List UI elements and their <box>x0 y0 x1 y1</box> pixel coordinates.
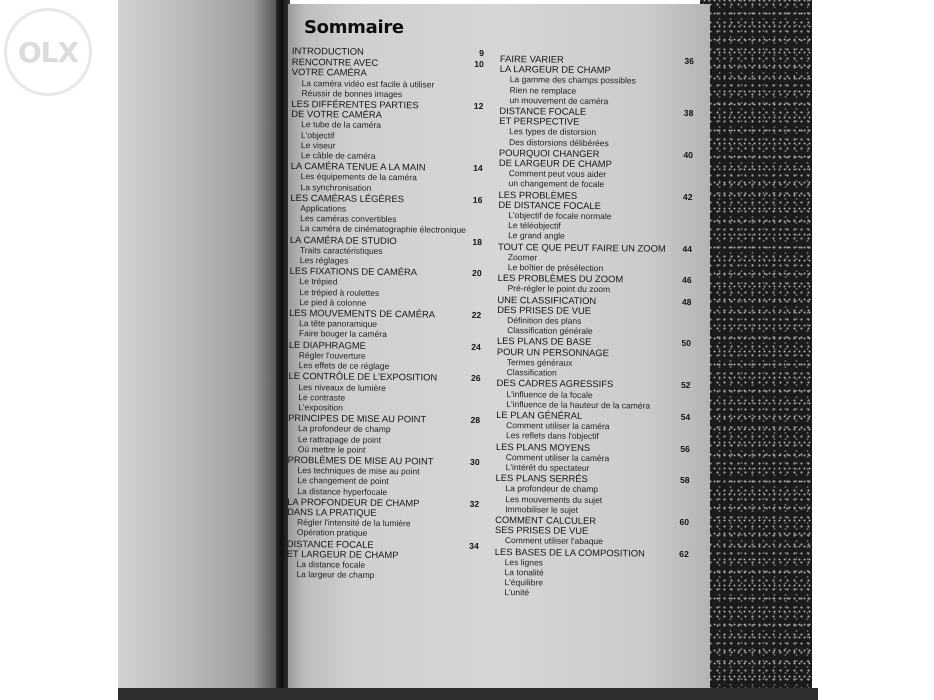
toc-entry-page: 32 <box>469 498 480 509</box>
toc-entry-page: 24 <box>471 341 481 352</box>
toc-subtopic: Les techniques de mise au point <box>297 465 420 477</box>
toc-entry-page: 36 <box>684 55 694 67</box>
toc-subtopic: un mouvement de caméra <box>509 94 609 106</box>
toc-entry-title: DES CADRES AGRESSIFS <box>496 377 614 390</box>
toc-entry <box>289 340 481 373</box>
toc-subtopic: Comment utiliser la caméra <box>506 420 610 432</box>
toc-entry-title: POURQUOI CHANGER DE LARGEUR DE CHAMP <box>498 146 612 170</box>
toc-entry-subtopics <box>290 245 482 267</box>
toc-subtopic: L'équilibre <box>504 577 544 588</box>
toc-subtopic: Classification générale <box>507 325 593 337</box>
toc-entry-title: LA PROFONDEUR DE CHAMP DANS LA PRATIQUE <box>287 495 420 518</box>
toc-entry-title: PRINCIPES DE MISE AU POINT <box>288 412 427 425</box>
toc-entry-page: 20 <box>472 268 482 279</box>
toc-subtopic: Régler l'ouverture <box>298 349 366 361</box>
toc-entry <box>288 413 480 456</box>
toc-entry-page: 62 <box>679 548 689 559</box>
toc-subtopic: La profondeur de champ <box>297 423 391 435</box>
toc-entry-subtopics <box>288 381 480 414</box>
toc-subtopic: Le câble de caméra <box>300 150 376 161</box>
toc-entry <box>497 336 691 379</box>
toc-entry-title: LE CONTRÔLE DE L'EXPOSITION <box>288 370 438 383</box>
toc-entry-title: LA CAMÉRA DE STUDIO <box>289 233 397 246</box>
toc-subtopic: Le rattrapage de point <box>297 433 382 445</box>
toc-entry <box>286 539 478 582</box>
toc-entry-subtopics <box>286 559 478 581</box>
toc-subtopic: La synchronisation <box>300 181 372 193</box>
toc-subtopic: Comment utiliser la caméra <box>505 451 610 463</box>
toc-entry-title: LES BASES DE LA COMPOSITION <box>494 545 645 559</box>
toc-entry <box>497 295 691 338</box>
toc-entry-title: LE DIAPHRAGME <box>288 338 367 351</box>
toc-entry-page: 22 <box>471 309 482 321</box>
toc-entry-page: 60 <box>679 516 690 527</box>
toc-subtopic: Pré-régler le point du zoom <box>507 283 611 295</box>
toc-subtopic: La largeur de champ <box>296 569 375 581</box>
toc-subtopic: L'influence de la focale <box>506 388 593 400</box>
toc-entry <box>290 161 482 194</box>
background-left <box>0 0 118 700</box>
toc-entry <box>499 54 694 107</box>
toc-entry-title: LES PLANS SERRÉS <box>495 472 588 485</box>
toc-entry-page: 56 <box>680 443 690 454</box>
toc-subtopic: L'influence de la hauteur de la caméra <box>506 398 651 411</box>
toc-subtopic: Les caméras convertibles <box>300 213 397 225</box>
toc-entry-title: UNE CLASSIFICATION DES PRISES DE VUE <box>497 293 597 316</box>
toc-subtopic: Rien ne remplace <box>509 84 577 96</box>
toc-entry-subtopics <box>499 74 693 107</box>
toc-entry-page: 9 <box>479 47 484 59</box>
toc-entry-page: 58 <box>679 475 690 486</box>
toc-subtopic: Les lignes <box>504 556 544 568</box>
toc-entry-page: 50 <box>681 338 692 349</box>
olx-logo-text: OLX <box>17 35 79 69</box>
toc-entry-title: LES PROBLÈMES DU ZOOM <box>497 272 624 285</box>
toc-subtopic: Définition des plans <box>507 315 582 326</box>
toc-subtopic: L'unité <box>504 587 530 598</box>
toc-entry-title: LES PLANS DE BASE POUR UN PERSONNAGE <box>496 335 609 358</box>
toc-entry-subtopics <box>289 350 481 372</box>
toc-subtopic: L'objectif <box>301 129 335 141</box>
toc-entry-subtopics <box>291 119 483 162</box>
toc-entry-page: 26 <box>470 373 481 384</box>
toc-subtopic: L'objectif de focale normale <box>508 210 612 222</box>
toc-entry <box>291 99 484 162</box>
toc-entry <box>290 193 482 236</box>
toc-entry-subtopics <box>289 318 481 340</box>
toc-entry-title: LES CAMÉRAS LÉGÈRES <box>290 191 405 205</box>
toc-subtopic: Traits caractéristiques <box>299 244 383 256</box>
toc-subtopic: La gamme des champs possibles <box>509 74 636 86</box>
toc-entry <box>498 242 692 275</box>
toc-subtopic: La tête panoramique <box>299 318 378 330</box>
toc-entry-page: 10 <box>474 59 484 70</box>
toc-subtopic: Le téléobjectif <box>508 220 561 231</box>
toc-subtopic: Les effets de ce réglage <box>298 360 390 372</box>
toc-subtopic: Régler l'intensité de la lumière <box>296 517 411 529</box>
toc-entry-subtopics <box>288 423 480 456</box>
toc-entry-title: RENCONTRE AVEC VOTRE CAMÉRA <box>291 56 379 79</box>
toc-entry-title: DISTANCE FOCALE ET LARGEUR DE CHAMP <box>286 537 399 560</box>
toc-entry <box>289 266 481 309</box>
toc-entry-subtopics <box>495 483 689 516</box>
toc-subtopic: Les mouvements du sujet <box>505 493 603 505</box>
toc-entry-page: 42 <box>682 191 693 202</box>
toc-subtopic: La profondeur de champ <box>505 483 599 495</box>
toc-entry-subtopics <box>287 517 479 539</box>
toc-entry <box>287 497 479 540</box>
toc-subtopic: L'intérêt du spectateur <box>505 462 590 473</box>
toc-subtopic: Où mettre le point <box>297 443 366 455</box>
toc-subtopic: Les équipements de la caméra <box>300 171 417 183</box>
toc-entry-subtopics <box>496 388 690 410</box>
toc-entry-page: 44 <box>682 243 693 254</box>
toc-subtopic: Le boîtier de présélection <box>507 262 604 274</box>
toc-entry-page: 12 <box>473 100 484 112</box>
page-title: Sommaire <box>304 17 404 38</box>
toc-entry <box>498 190 693 243</box>
toc-entry-subtopics <box>497 357 691 379</box>
toc-subtopic: Les types de distorsion <box>509 126 597 138</box>
toc-subtopic: La caméra de cinématographie électronique <box>300 223 466 236</box>
toc-subtopic: Classification <box>506 367 557 378</box>
toc-entry <box>291 57 483 100</box>
toc-entry-subtopics <box>496 452 690 474</box>
toc-subtopic: La distance hyperfocale <box>297 485 388 497</box>
toc-subtopic: Le trépied à roulettes <box>299 286 380 298</box>
toc-entry <box>289 308 481 341</box>
toc-subtopic: La caméra vidéo est facile à utiliser <box>301 77 435 90</box>
toc-entry-page: 52 <box>680 380 691 391</box>
toc-entry-page: 54 <box>680 411 691 422</box>
toc-entry <box>288 371 480 414</box>
toc-right-column <box>494 54 694 601</box>
toc-entry-page: 14 <box>473 163 483 174</box>
toc-entry-title: LES DIFFÉRENTES PARTIES DE VOTRE CAMÉRA <box>291 98 419 121</box>
toc-entry-subtopics <box>290 203 482 236</box>
toc-entry-title: LE PLAN GÉNÉRAL <box>496 408 583 421</box>
toc-subtopic: Le changement de point <box>297 475 389 487</box>
toc-subtopic: La distance focale <box>296 559 366 570</box>
toc-entry-page: 46 <box>682 275 692 286</box>
toc-entry <box>494 547 689 600</box>
olx-watermark-logo <box>4 8 92 96</box>
toc-entry-subtopics <box>499 168 693 190</box>
background-right <box>812 0 934 700</box>
toc-entry-page: 34 <box>469 540 479 551</box>
toc-entry-subtopics <box>290 171 482 193</box>
toc-entry-subtopics <box>498 210 692 243</box>
book-left-page <box>118 0 282 700</box>
toc-entry-title: DISTANCE FOCALE ET PERSPECTIVE <box>499 105 587 128</box>
toc-subtopic: Le pied à colonne <box>299 296 367 308</box>
toc-entry <box>499 106 693 149</box>
toc-entry-title: FAIRE VARIER LA LARGEUR DE CHAMP <box>499 53 611 76</box>
toc-entry-title: LES PLANS MOYENS <box>495 440 591 453</box>
toc-subtopic: Opération pratique <box>296 527 368 539</box>
toc-entry-page: 38 <box>683 107 694 119</box>
toc-entry-subtopics <box>287 465 479 498</box>
toc-entry-subtopics <box>498 252 692 274</box>
toc-subtopic: L'exposition <box>298 401 343 413</box>
toc-entry-title: TOUT CE QUE PEUT FAIRE UN ZOOM <box>497 240 666 254</box>
toc-subtopic: Le tube de la caméra <box>301 119 382 131</box>
toc-entry-page: 40 <box>683 149 694 160</box>
toc-entry <box>499 148 693 191</box>
toc-subtopic: Les reflets dans l'objectif <box>505 430 599 442</box>
table-edge <box>118 688 818 700</box>
toc-subtopic: Termes généraux <box>506 356 573 368</box>
toc-subtopic: Comment utiliser l'abaque <box>504 535 603 547</box>
toc-entry-page: 28 <box>470 414 481 426</box>
toc-entry-subtopics <box>497 315 691 337</box>
toc-entry <box>496 378 690 411</box>
toc-entry-title: LES PROBLÈMES DE DISTANCE FOCALE <box>498 188 601 211</box>
toc-subtopic: Réussir de bonnes images <box>301 87 403 99</box>
toc-subtopic: Le viseur <box>300 139 336 151</box>
toc-subtopic: La tonalité <box>504 567 544 578</box>
toc-entry-title: COMMENT CALCULER SES PRISES DE VUE <box>494 513 597 537</box>
toc-subtopic: Les réglages <box>299 255 349 266</box>
toc-entry <box>496 410 690 443</box>
toc-entry-page: 30 <box>470 456 480 467</box>
toc-entry <box>495 473 689 516</box>
toc-entry-page: 48 <box>681 296 692 307</box>
toc-subtopic: Comment peut vous aider <box>508 168 607 180</box>
toc-left-column <box>286 46 484 582</box>
toc-subtopic: Le grand angle <box>508 230 565 242</box>
toc-entry-subtopics <box>499 126 693 148</box>
toc-entry-subtopics <box>291 78 483 100</box>
toc-subtopic: Le trépied <box>299 276 338 287</box>
toc-entry <box>497 273 691 295</box>
toc-entry-title: PROBLÈMES DE MISE AU POINT <box>287 453 434 467</box>
toc-subtopic: Applications <box>300 203 347 214</box>
toc-entry-title: LA CAMÉRA TENUE A LA MAIN <box>290 160 426 173</box>
toc-subtopic: Zoomer <box>507 251 538 263</box>
toc-subtopic: un changement de focale <box>508 178 605 190</box>
toc-subtopic: Le contraste <box>298 391 346 403</box>
toc-subtopic: Des distorsions délibérées <box>509 136 609 148</box>
toc-subtopic: Immobiliser le sujet <box>505 503 579 515</box>
toc-entry-title: LES MOUVEMENTS DE CAMÉRA <box>289 307 436 320</box>
toc-entry-subtopics <box>289 276 481 309</box>
speckled-surface <box>700 0 812 700</box>
toc-entry <box>290 235 482 268</box>
toc-entry-title: LES FIXATIONS DE CAMÉRA <box>289 265 418 278</box>
toc-entry-page: 18 <box>472 236 483 247</box>
toc-subtopic: Faire bouger la caméra <box>298 328 387 340</box>
toc-entry-title: INTRODUCTION <box>291 45 364 57</box>
toc-entry-subtopics <box>496 420 690 442</box>
toc-entry <box>495 515 689 548</box>
toc-entry-subtopics <box>494 557 688 600</box>
toc-entry <box>496 441 690 474</box>
toc-entry-page: 16 <box>472 194 483 205</box>
toc-subtopic: Les niveaux de lumière <box>298 381 386 393</box>
toc-entry <box>287 455 479 498</box>
